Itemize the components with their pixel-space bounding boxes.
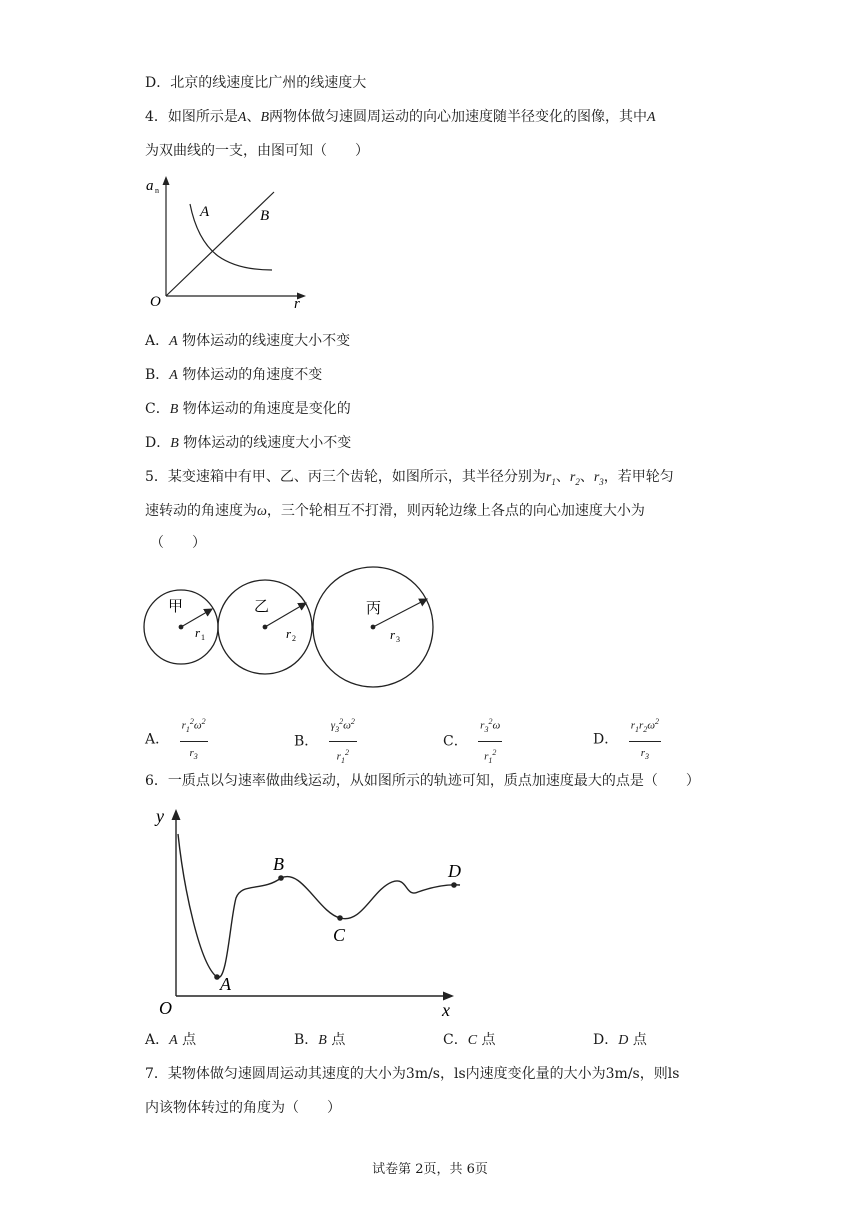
q6-option-c: C．C 点 [443,1032,496,1048]
q4-figure [140,172,320,310]
q5-option-c-frac: $\frac{r_3^2\omega}{r_1^2}$ [478,712,502,771]
q7-stem-line2: 内该物体转过的角度为（ ） [145,1100,341,1116]
q5-option-a: A． $\frac{r_1^2\omega^2}{r_3}$ [145,712,208,767]
q6-y-arrow [172,809,181,820]
q6-y-label: y [156,806,164,826]
q6-x-label: x [442,1000,450,1020]
q6-stem: 6．一质点以匀速率做曲线运动，从如图所示的轨迹可知，质点加速度最大的点是（ ） [145,773,700,789]
q6-option-b: B．B 点 [294,1032,346,1048]
q5-option-b: B． $\frac{\gamma_3^2\omega^2}{r_1^2}$ [294,712,357,771]
q5-option-d: D． $\frac{r_1r_2\omega^2}{r_3}$ [593,712,661,767]
q6-option-a: A．A 点 [145,1032,197,1048]
q4-y-label: a [146,178,154,194]
q6-point-d [451,882,457,888]
q6-label-c: C [333,925,346,945]
q6-label-a: A [220,974,231,994]
gear-bing-r: r [390,627,396,642]
q5-gear-figure [140,565,440,695]
q4-label-b: B [260,208,270,224]
gear-yi-name: 乙 [254,599,270,615]
gear-bing-radius [373,599,427,627]
q6-label-d: D [448,861,461,881]
q5-stem-line2: 速转动的角速度为ω，三个轮相互不打滑，则丙轮边缘上各点的向心加速度大小为 [145,503,645,519]
q4-label-a: A [200,204,210,220]
q6-point-a [214,974,220,980]
q4-option-d: D．B 物体运动的线速度大小不变 [145,435,352,451]
gear-yi-r-sub: 2 [292,634,296,643]
q4-stem-line2: 为双曲线的一支，由图可知（ ） [145,143,369,159]
q5-option-d-frac: $\frac{r_1r_2\omega^2}{r_3}$ [629,712,661,767]
q5-stem-line1: 5．某变速箱中有甲、乙、丙三个齿轮，如图所示，其半径分别为$r_1$、$r_2$、$r_3$，若甲轮匀 [145,469,674,487]
gear-bing-r-sub: 3 [396,635,400,644]
q3-option-d: D．北京的线速度比广州的线速度大 [145,75,367,91]
q6-point-c [337,915,343,921]
gear-bing-name: 丙 [366,601,382,617]
page-footer: 试卷第 2页，共 6页 [372,1162,488,1177]
q5-option-b-frac: $\frac{\gamma_3^2\omega^2}{r_1^2}$ [329,712,357,771]
gear-jia-r: r [195,625,201,640]
q4-option-c: C．B 物体运动的角速度是变化的 [145,401,351,417]
q4-line-b [166,192,274,296]
q4-y-arrow [163,176,170,185]
q6-option-d: D．D 点 [593,1032,647,1048]
q4-option-a: A．A 物体运动的线速度大小不变 [145,333,351,349]
gear-yi-radius [265,603,306,627]
q6-point-b [278,875,284,881]
q5-option-c: C． $\frac{r_3^2\omega}{r_1^2}$ [443,712,502,771]
q4-x-label: r [294,296,300,310]
q6-origin: O [159,998,172,1018]
q4-stem-line1: 4．如图所示是A、B两物体做匀速圆周运动的向心加速度随半径变化的图像，其中A [145,109,656,125]
q5-stem-line3: （ ） [150,535,206,551]
q6-label-b: B [273,854,284,874]
gear-jia-r-sub: 1 [201,633,205,642]
q4-y-sub: n [155,186,159,195]
q6-trajectory [178,834,460,978]
gear-yi-r: r [286,626,292,641]
q4-origin: O [150,294,161,310]
gear-jia-name: 甲 [168,599,184,615]
q7-stem-line1: 7．某物体做匀速圆周运动其速度的大小为3m/s，ls内速度变化量的大小为3m/s，则ls [145,1066,680,1082]
q4-option-b: B．A 物体运动的角速度不变 [145,367,323,383]
q5-option-a-frac: $\frac{r_1^2\omega^2}{r_3}$ [180,712,208,767]
q6-trajectory-figure [150,800,470,1022]
